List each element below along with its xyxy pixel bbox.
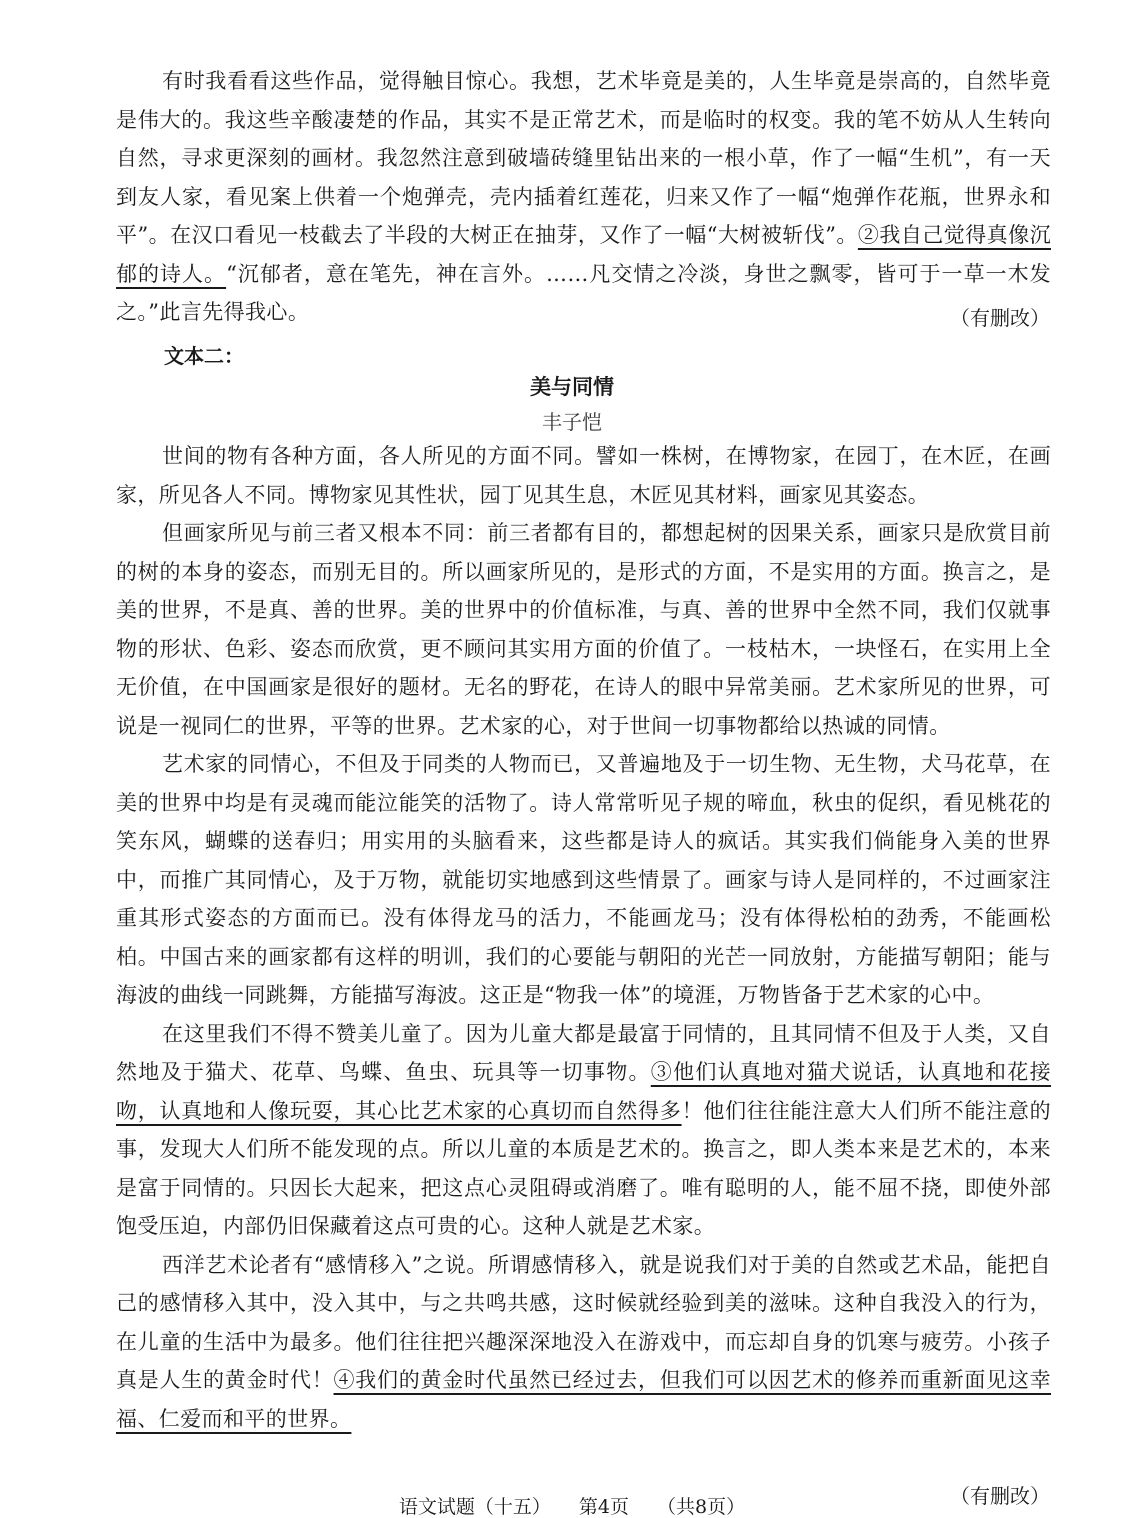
article-paragraph-2: 但画家所见与前三者又根本不同：前三者都有目的，都想起树的因果关系，画家只是欣赏目前的树的本身的姿态，而别无目的。所以画家所见的，是形式的方面，不是实用的方面。换言之，是美的世界，不是真、善的世界。美的世界中的价值标准，与真、善的世界中全然不同，我们仅就事物的形状、色彩、姿态而欣赏，更不顾问其实用方面的价值了。一枝枯木，一块怪石，在实用上全无价值，在中国画家是很好的题材。无名的野花，在诗人的眼中异常美丽。艺术家所见的世界，可说是一视同仁的世界，平等的世界。艺术家的心，对于世间一切事物都给以热诚的同情。 [116, 521, 1051, 738]
text2-label: 文本二： [164, 344, 244, 368]
article-author: 丰子恺 [542, 410, 602, 434]
underlined-sentence-3: ③他们认真地对猫犬说话，认真地和花接吻，认真地和人像玩耍，其心比艺术家的心真切而自然得多 [116, 1060, 1051, 1123]
paragraph-5-text-before: 西洋艺术论者有“感情移入”之说。所谓感情移入，就是说我们对于美的自然或艺术品，能把自己的感情移入其中，没入其中，与之共鸣共感，这时候就经验到美的滋味。这种自我没入的行为，在儿童的生活中为最多。他们往往把兴趣深深地没入在游戏中，而忘却自身的饥寒与疲劳。小孩子真是人生的黄金时代！ [116, 1252, 1051, 1392]
text1-quote: “沉郁者，意在笔先，神在言外。……凡交情之冷淡，身世之飘零，皆可于一草一木发之。”此言先得我心。 [116, 261, 1052, 324]
article-paragraph-1: 世间的物有各种方面，各人所见的方面不同。譬如一株树，在博物家，在园丁，在木匠，在画家，所见各人不同。博物家见其性状，园丁见其生息，木匠见其材料，画家见其姿态。 [116, 444, 1051, 507]
paragraph-4-text-after: ！他们往往能注意大人们所不能注意的事，发现大人们所不能发现的点。所以儿童的本质是艺术的。换言之，即人类本来是艺术的，本来是富于同情的。只因长大起来，把这点心灵阻碍或消磨了。唯有聪明的人，能不屈不挠，即使外部饱受压迫，内部仍旧保藏着这点可贵的心。这种人就是艺术家。 [116, 1098, 1051, 1238]
text1-revision-note: （有删改） [950, 306, 1050, 330]
footer-total-pages: （共8页） [657, 1496, 746, 1518]
underlined-sentence-4: ④我们的黄金时代虽然已经过去，但我们可以因艺术的修养而重新面见这幸福、仁爱而和平的世界。 [116, 1368, 1052, 1431]
article-paragraph-3: 艺术家的同情心，不但及于同类的人物而已，又普遍地及于一切生物、无生物，犬马花草，在美的世界中均是有灵魂而能泣能笑的活物了。诗人常常听见子规的啼血，秋虫的促织，看见桃花的笑东风，蝴蝶的送春归；用实用的头脑看来，这些都是诗人的疯话。其实我们倘能身入美的世界中，而推广其同情心，及于万物，就能切实地感到这些情景了。画家与诗人是同样的，不过画家注重其形式姿态的方面而已。没有体得龙马的活力，不能画龙马；没有体得松柏的劲秀，不能画松柏。中国古来的画家都有这样的明训，我们的心要能与朝阳的光芒一同放射，方能描写朝阳；能与海波的曲线一同跳舞，方能描写海波。这正是“物我一体”的境涯，万物皆备于艺术家的心中。 [116, 752, 1051, 1007]
article-paragraph-5 [116, 1246, 1051, 1439]
article-title: 美与同情 [530, 375, 614, 399]
paragraph-4-text-before: 在这里我们不得不赞美儿童了。因为儿童大都是最富于同情的，且其同情不但及于人类，又自然地及于猫犬、花草、鸟蝶、鱼虫、玩具等一切事物。 [116, 1021, 1051, 1084]
text1-paragraph-text: 有时我看看这些作品，觉得触目惊心。我想，艺术毕竟是美的，人生毕竟是崇高的，自然毕竟是伟大的。我这些辛酸凄楚的作品，其实不是正常艺术，而是临时的权变。我的笔不妨从人生转向自然，寻求更深刻的画材。我忽然注意到破墙砖缝里钻出来的一根小草，作了一幅“生机”，有一天到友人家，看见案上供着一个炮弹壳，壳内插着红莲花，归来又作了一幅“炮弹作花瓶，世界永和平”。在汉口看见一枝截去了半段的大树正在抽芽，又作了一幅“大树被斩伐”。 [116, 69, 1051, 247]
footer-page-number: 第4页 [578, 1496, 629, 1518]
footer-subject: 语文试题（十五） [398, 1496, 551, 1518]
article-paragraph-4 [116, 1015, 1051, 1246]
text2-revision-note: （有删改） [950, 1484, 1050, 1508]
text1-paragraph [116, 62, 1051, 332]
text1-underlined-sentence: ②我自己觉得真像沉郁的诗人。 [116, 223, 1051, 286]
article-body [116, 437, 1051, 1438]
